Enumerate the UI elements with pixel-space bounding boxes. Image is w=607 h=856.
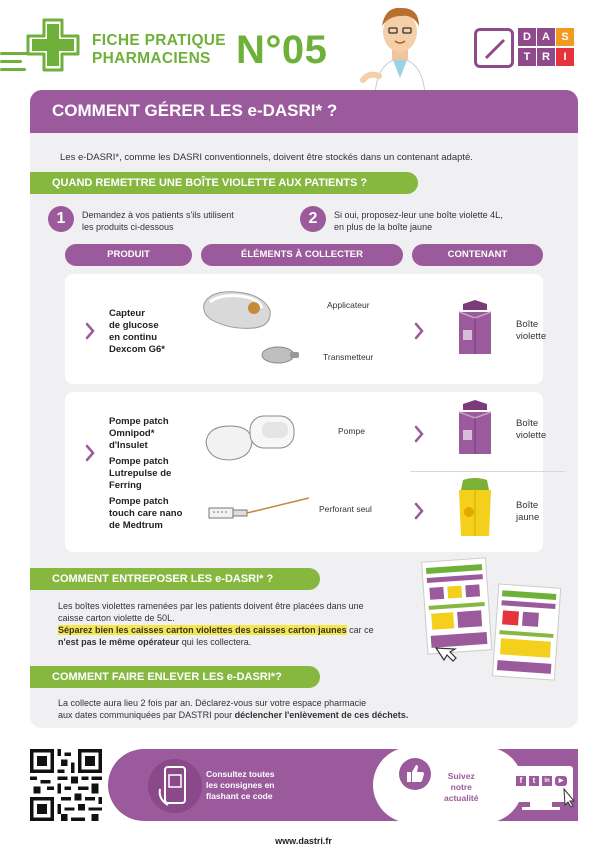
needle-image (205, 496, 315, 526)
column-header-contenant: CONTENANT (412, 244, 543, 266)
scan-line: les consignes en (206, 780, 275, 790)
qr-code[interactable] (30, 749, 102, 821)
intro-text: Les e-DASRI*, comme les DASRI conventionnels, doivent être stockés dans un contenant adapté. (60, 152, 473, 163)
section-title: QUAND REMETTRE UNE BOÎTE VIOLETTE AUX PATIENTS ? (52, 177, 368, 189)
section-bar-remettre (30, 172, 418, 194)
remove-line-start: aux dates communiquées par DASTRI pour (58, 710, 235, 720)
chevron-right-icon (414, 322, 424, 340)
product-panel-pompes (65, 392, 547, 552)
follow-line: Suivez (447, 771, 475, 781)
store-line (58, 636, 374, 648)
card-title: COMMENT GÉRER LES e-DASRI* ? (52, 101, 338, 120)
website-url[interactable]: www.dastri.fr (275, 836, 332, 846)
product-line: Lutrepulse de (109, 468, 172, 479)
header (0, 0, 607, 95)
card-title-bar (30, 90, 578, 133)
element-label: Perforant seul (319, 504, 372, 514)
container-line: Boîte (516, 418, 539, 429)
store-highlight: Séparez bien les caisses carton violettes des caisses carton jaunes (58, 625, 347, 635)
remove-line: La collecte aura lieu 2 fois par an. Déclarez-vous sur votre espace pharmacie (58, 698, 367, 708)
section-bar-entreposer (30, 568, 320, 590)
transmitter-image (260, 344, 300, 366)
section-title: COMMENT ENTREPOSER LES e-DASRI* ? (52, 573, 274, 585)
store-bold: n'est pas le même opérateur (58, 637, 180, 647)
scan-line: Consultez toutes (206, 769, 275, 779)
container-label (516, 319, 546, 343)
violet-box-image (455, 300, 495, 356)
column-header-produit: PRODUIT (65, 244, 192, 266)
product-name (109, 416, 169, 452)
step-text (334, 209, 503, 233)
applicator-image (200, 286, 280, 332)
product-line: d'Insulet (109, 440, 148, 451)
youtube-icon[interactable]: ▶ (555, 776, 567, 786)
logo-cell: S (556, 28, 574, 46)
fiche-line-2: PHARMACIENS (92, 50, 211, 67)
product-line: Pompe patch (109, 496, 169, 507)
logo-cell: D (518, 28, 536, 46)
container-line: Boîte (516, 500, 539, 511)
fiche-line-1: FICHE PRATIQUE (92, 32, 226, 49)
product-line: Pompe patch (109, 456, 169, 467)
container-label (516, 418, 546, 442)
phone-scan-icon (148, 757, 202, 815)
container-line: jaune (516, 512, 540, 523)
step-line: Si oui, proposez-leur une boîte violette 4L, (334, 210, 503, 220)
container-line: violette (516, 331, 547, 342)
product-line: en continu (109, 332, 158, 343)
store-line-rest: qui les collectera. (179, 637, 252, 647)
yellow-box-image (455, 478, 495, 538)
section-title: COMMENT FAIRE ENLEVER LES e-DASRI*? (52, 671, 282, 683)
step-number: 2 (300, 206, 326, 232)
violet-box-image (455, 400, 495, 456)
pharmacy-cross-logo (0, 18, 80, 68)
product-name (109, 496, 182, 532)
product-panel-dexcom (65, 274, 547, 384)
element-label: Applicateur (327, 300, 370, 310)
container-line: Boîte (516, 319, 539, 330)
logo-cell: I (556, 48, 574, 66)
remove-text (58, 697, 408, 721)
scan-text (206, 769, 275, 802)
linkedin-icon[interactable]: in (542, 776, 552, 786)
follow-line: notre (450, 782, 472, 792)
product-line: touch care nano (109, 508, 183, 519)
step-line: en plus de la boîte jaune (334, 222, 433, 232)
main-card (30, 90, 578, 728)
store-line (58, 624, 374, 636)
product-line: de Medtrum (109, 520, 163, 531)
column-header-elements: ÉLÉMENTS À COLLECTER (201, 244, 403, 266)
logo-cell: R (537, 48, 555, 66)
fiche-thumbnails (416, 556, 566, 684)
step-number: 1 (48, 206, 74, 232)
logo-cell: A (537, 28, 555, 46)
remove-bold: déclencher l'enlèvement de ces déchets. (234, 710, 409, 720)
store-line: Les boîtes violettes ramenées par les patients doivent être placées dans une (58, 601, 364, 611)
product-line: Omnipod* (109, 428, 155, 439)
fiche-title (92, 32, 226, 68)
scan-line: flashant ce code (206, 791, 273, 801)
store-line: caisse carton violette de 50L. (58, 613, 175, 623)
product-line: Ferring (109, 480, 142, 491)
chevron-right-icon (85, 322, 95, 340)
store-line-rest: car ce (346, 625, 374, 635)
remove-line (58, 709, 408, 721)
section-bar-enlever (30, 666, 320, 688)
element-label: Transmetteur (323, 352, 374, 362)
product-line: Pompe patch (109, 416, 169, 427)
element-label: Pompe (338, 426, 365, 436)
thumbs-up-icon[interactable] (398, 757, 432, 791)
twitter-icon[interactable]: t (529, 776, 539, 786)
pharmacist-illustration (355, 0, 445, 95)
product-name (109, 308, 165, 356)
container-label (516, 500, 539, 524)
follow-text (444, 771, 479, 804)
divider (410, 471, 565, 472)
social-icons (516, 776, 567, 786)
chevron-right-icon (414, 502, 424, 520)
cursor-icon (562, 787, 578, 807)
product-line: Dexcom G6* (109, 344, 165, 355)
chevron-right-icon (414, 425, 424, 443)
container-line: violette (516, 430, 547, 441)
green-cross-icon (26, 18, 80, 72)
step-text (82, 209, 234, 233)
footer (30, 749, 578, 824)
product-line: Capteur (109, 308, 145, 319)
patch-pump-image (200, 412, 300, 464)
dastri-logo (474, 28, 579, 72)
chevron-right-icon (85, 444, 95, 462)
product-name (109, 456, 171, 492)
facebook-icon[interactable]: f (516, 776, 526, 786)
logo-cell: T (518, 48, 536, 66)
store-text (58, 600, 374, 648)
fiche-number: N°05 (236, 28, 328, 72)
footer-band (108, 749, 578, 821)
step-line: Demandez à vos patients s'ils utilisent (82, 210, 234, 220)
step-line: les produits ci-dessous (82, 222, 174, 232)
product-line: de glucose (109, 320, 159, 331)
follow-line: actualité (444, 793, 479, 803)
